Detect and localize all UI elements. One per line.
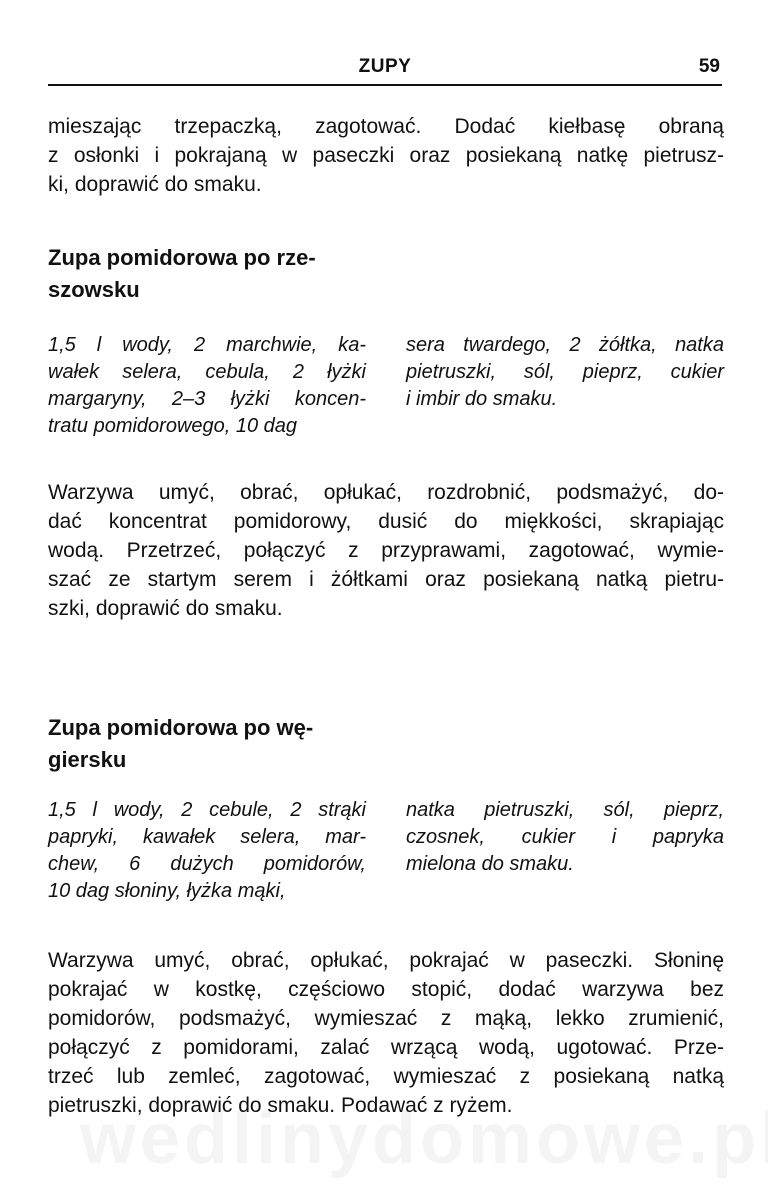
ingredients-right-column	[406, 797, 724, 905]
ingredient-line: 1,5 l wody, 2 cebule, 2 strąki	[48, 799, 366, 821]
ingredient-line: pietruszki, sól, pieprz, cukier	[406, 361, 724, 383]
text-line: pomidorów, podsmażyć, wymieszać z mąką, lekko zrumienić,	[48, 1007, 724, 1030]
ingredients-left-column	[48, 332, 366, 440]
method-wegiersku	[48, 946, 724, 1120]
text-line: ki, doprawić do smaku.	[48, 173, 262, 196]
ingredient-line: wałek selera, cebula, 2 łyżki	[48, 361, 366, 383]
page-number: 59	[698, 56, 720, 77]
text-line: pietruszki, doprawić do smaku. Podawać z ryżem.	[48, 1094, 513, 1117]
ingredient-line: 1,5 l wody, 2 marchwie, ka-	[48, 334, 366, 356]
intro-paragraph	[48, 112, 724, 199]
text-line: mieszając trzepaczką, zagotować. Dodać kiełbasę obraną	[48, 115, 724, 138]
text-line: trzeć lub zemleć, zagotować, wymieszać z posiekaną natką	[48, 1065, 724, 1088]
text-line: dać koncentrat pomidorowy, dusić do miękkości, skrapiając	[48, 510, 724, 533]
text-line: szki, doprawić do smaku.	[48, 597, 283, 620]
ingredients-rzeszowsku	[48, 332, 724, 440]
text-line: z osłonki i pokrajaną w paseczki oraz posiekaną natkę pietrusz-	[48, 144, 724, 167]
method-rzeszowsku	[48, 478, 724, 623]
ingredient-line: tratu pomidorowego, 10 dag	[48, 415, 298, 437]
ingredient-line: papryki, kawałek selera, mar-	[48, 826, 366, 848]
ingredient-line: margaryny, 2–3 łyżki koncen-	[48, 388, 366, 410]
ingredients-left-column	[48, 797, 366, 905]
ingredient-line: 10 dag słoniny, łyżka mąki,	[48, 880, 286, 902]
text-line: Warzywa umyć, obrać, opłukać, rozdrobnić, podsmażyć, do-	[48, 481, 724, 504]
ingredients-right-column	[406, 332, 724, 440]
recipe-title-rzeszowsku	[48, 242, 388, 306]
running-header	[48, 54, 722, 86]
recipe-title-wegiersku	[48, 712, 388, 776]
ingredient-line: sera twardego, 2 żółtka, natka	[406, 334, 724, 356]
text-line: szać ze startym serem i żółtkami oraz posiekaną natką pietru-	[48, 568, 724, 591]
text-line: Warzywa umyć, obrać, opłukać, pokrajać w paseczki. Słoninę	[48, 949, 724, 972]
ingredient-line: chew, 6 dużych pomidorów,	[48, 853, 366, 875]
title-line: Zupa pomidorowa po wę-	[48, 715, 314, 740]
title-line: Zupa pomidorowa po rze-	[48, 245, 316, 270]
ingredient-line: natka pietruszki, sól, pieprz,	[406, 799, 724, 821]
text-line: połączyć z pomidorami, zalać wrzącą wodą, ugotować. Prze-	[48, 1036, 724, 1059]
title-line: giersku	[48, 747, 127, 772]
ingredient-line: mielona do smaku.	[406, 853, 574, 875]
ingredient-line: i imbir do smaku.	[406, 388, 558, 410]
running-title: ZUPY	[358, 56, 412, 77]
ingredient-line: czosnek, cukier i papryka	[406, 826, 724, 848]
title-line: szowsku	[48, 277, 140, 302]
text-line: pokrajać w kostkę, częściowo stopić, dodać warzywa bez	[48, 978, 724, 1001]
ingredients-wegiersku	[48, 797, 724, 905]
text-line: wodą. Przetrzeć, połączyć z przyprawami, zagotować, wymie-	[48, 539, 724, 562]
